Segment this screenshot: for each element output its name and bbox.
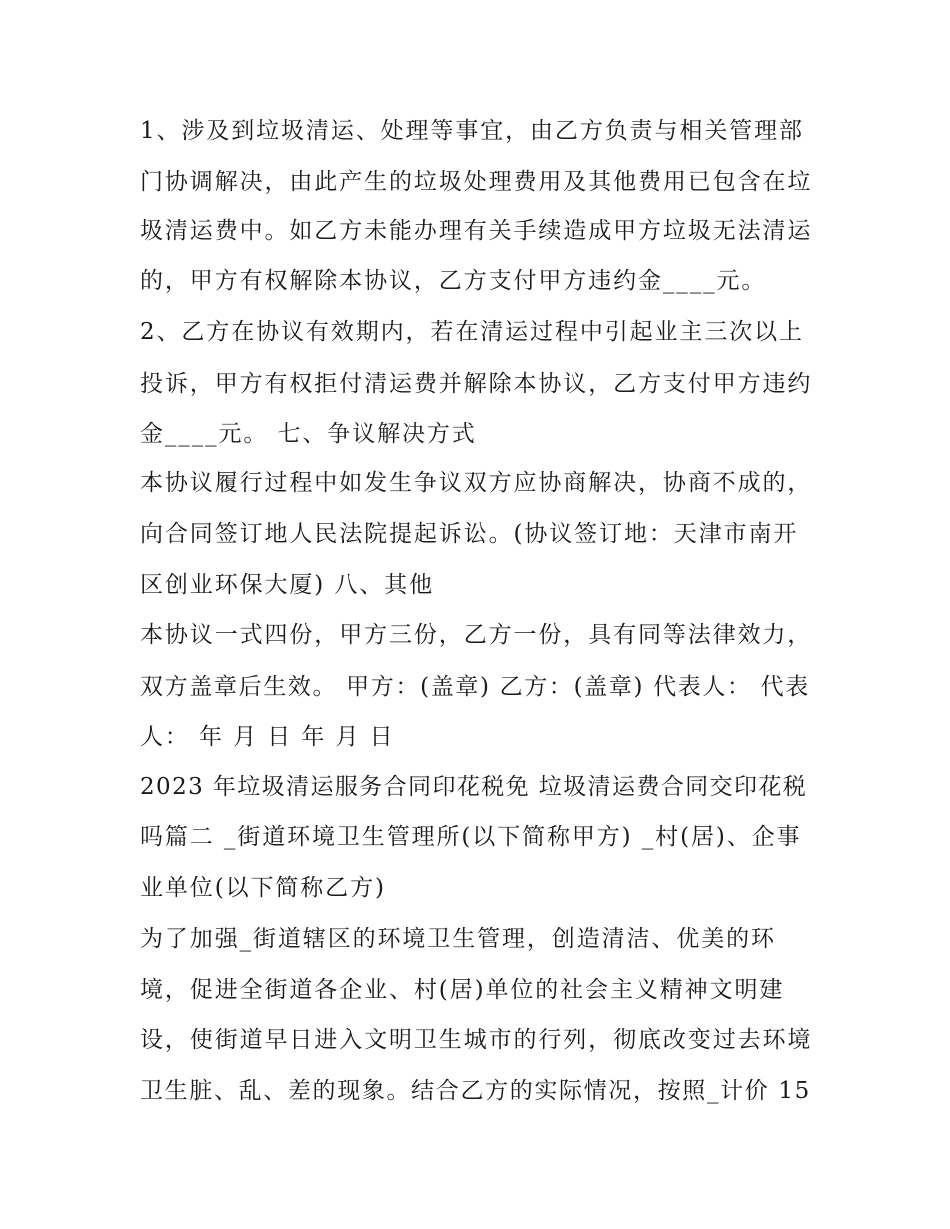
text-line: 双方盖章后生效。 甲方：(盖章) 乙方：(盖章) 代表人： 代表 — [140, 674, 810, 700]
text-line: 1、涉及到垃圾清运、处理等事宜，由乙方负责与相关管理部 — [140, 118, 804, 144]
text-line: 业单位(以下简称乙方) — [140, 875, 386, 901]
text-line: 本协议履行过程中如发生争议双方应协商解决，协商不成的， — [140, 470, 813, 496]
text-line: 人： 年 月 日 年 月 日 — [140, 724, 395, 750]
text-line: 2、乙方在协议有效期内，若在清运过程中引起业主三次以上 — [140, 319, 804, 345]
text-line: 2023 年垃圾清运服务合同印花税免 垃圾清运费合同交印花税 — [140, 774, 808, 800]
text-line: 金____元。 七、争议解决方式 — [140, 421, 477, 447]
text-line: 区创业环保大厦) 八、其他 — [140, 572, 434, 598]
text-line: 投诉，甲方有权拒付清运费并解除本协议，乙方支付甲方违约 — [140, 371, 813, 397]
text-line: 本协议一式四份，甲方三份，乙方一份，具有同等法律效力， — [140, 622, 813, 648]
text-line: 门协调解决，由此产生的垃圾处理费用及其他费用已包含在垃 — [140, 169, 813, 195]
text-line: 的，甲方有权解除本协议，乙方支付甲方违约金____元。 — [140, 268, 767, 294]
text-line: 境，促进全街道各企业、村(居)单位的社会主义精神文明建 — [140, 977, 785, 1003]
text-line: 圾清运费中。如乙方未能办理有关手续造成甲方垃圾无法清运 — [140, 218, 813, 244]
text-line: 吗篇二 _街道环境卫生管理所(以下简称甲方) _村(居)、企事 — [140, 824, 802, 850]
text-line: 卫生脏、乱、差的现象。结合乙方的实际情况，按照_计价 15 — [140, 1078, 811, 1104]
text-line: 设，使街道早日进入文明卫生城市的行列，彻底改变过去环境 — [140, 1027, 813, 1053]
text-line: 向合同签订地人民法院提起诉讼。(协议签订地：天津市南开 — [140, 521, 799, 547]
text-line: 为了加强_街道辖区的环境卫生管理，创造清洁、优美的环 — [140, 926, 776, 952]
